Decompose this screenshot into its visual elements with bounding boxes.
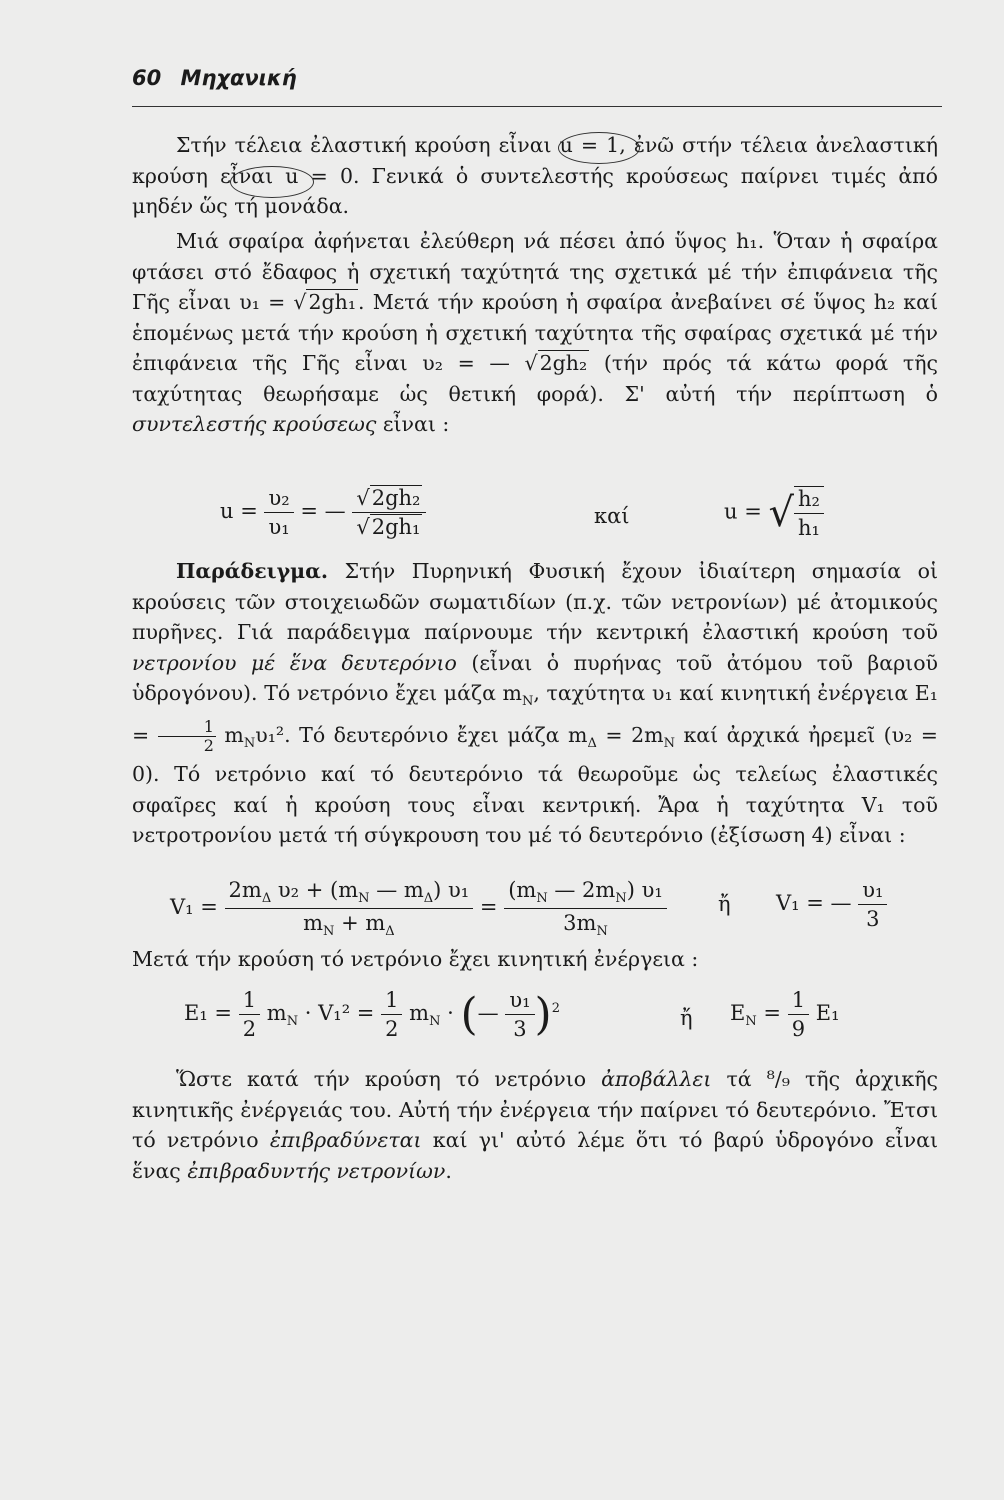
paragraph-example: Παράδειγμα. Στήν Πυρηνική Φυσική ἔχουν ἰδιαίτερη σημασία οἱ κρούσεις τῶν στοιχειωδῶν σωματιδίων (π.χ. τῶν νετρονίων) μέ ἀτομικούς πυρῆνες. Γιά παράδειγμα παίρνουμε τήν κεντρική ἐλαστική κρούση τοῦ νετρονίου μέ ἕνα δευτερόνιο (εἶναι ὁ πυρήνας τοῦ ἀτόμου τοῦ βαριοῦ ὑδρογόνου). Τό νετρόνιο ἔχει μάζα $m_N$, ταχύτητα υ₁ καί κινητική ἐνέργεια E₁ = $\frac{1}{2}$ $m_N\upsilon_1^2$. Τό δευτερόνιο ἔχει μάζα $m_\Delta = 2m_N$ καί ἀρχικά ἠρεμεῖ (υ₂ = 0). Τό νετρόνιο καί τό δευτερόνιο τά θεωροῦμε ὡς τελείως ἐλαστικές σφαῖρες καί ἡ κρούση τους εἶναι κεντρική. Ἄρα ἡ ταχύτητα V₁ τοῦ νετροτρονίου μετά τή σύγκρουση του μέ τό δευτερόνιο (ἐξίσωση 4) εἶναι : (132, 559, 938, 848)
paragraph-elastic: Στήν τέλεια ἐλαστική κρούση εἶναι u = 1, ἐνῶ στήν τέλεια ἀνελαστική κρούση εἶναι u = 0. Γενικά ὁ συντελεστής κρούσεως παίρνει τιμές ἀπό μηδέν ὥς τή μονάδα. (132, 133, 938, 218)
equation-coefficient: u = $\frac{\text{υ₂}}{\text{υ₁}}$ = — $\frac{\text{√2gh₂}}{\text{√2gh₁}}$ καί u = √ $\frac{\text{h₂}}{\text{h₁}}$ (132, 470, 942, 550)
page-number: 60 (132, 66, 162, 90)
header-rule (132, 106, 942, 107)
page-header (132, 66, 942, 90)
paragraph-kinetic-energy: Μετά τήν κρούση τό νετρόνιο ἔχει κινητική ἐνέργεια : (132, 947, 699, 971)
section-title: Μηχανική (180, 66, 297, 90)
paragraph-conclusion: Ὥστε κατά τήν κρούση τό νετρόνιο ἀποβάλλει τά ⁸/₉ τῆς ἀρχικῆς κινητικῆς ἐνέργειάς του. Αὐτή τήν ἐνέργεια τήν παίρνει τό δευτερόνιο. Ἔτσι τό νετρόνιο ἐπιβραδύνεται καί γι' αὐτό λέμε ὅτι τό βαρύ ὑδρογόνο εἶναι ἕνας ἐπιβραδυντής νετρονίων. (132, 1067, 938, 1183)
equation-energy: E₁ = $\frac{1}{2}$ $m_N \cdot V_1^2$ = $\frac{1}{2}$ $m_N$ · (— $\frac{\text{υ₁}}{3}$ )$^2$ ἤ $E_N$ = $\frac{1}{9}$ E₁ (184, 988, 840, 1041)
paragraph-falling-sphere: Μιά σφαίρα ἀφήνεται ἐλεύθερη νά πέσει ἀπό ὕψος h₁. Ὅταν ἡ σφαίρα φτάσει στό ἔδαφος ἡ σχετική ταχύτητά της σχετικά μέ τήν ἐπιφάνεια τῆς Γῆς εἶναι υ₁ = √2gh₁. Μετά τήν κρούση ἡ σφαίρα ἀνεβαίνει σέ ὕψος h₂ καί ἑπομένως μετά τήν κρούση ἡ σχετική ταχύτητα τῆς σφαίρας σχετικά μέ τήν ἐπιφάνεια τῆς Γῆς εἶναι υ₂ = — √2gh₂ (τήν πρός τά κάτω φορά τῆς ταχύτητας θεωρήσαμε ὡς θετική φορά). Σ' αὐτή τήν περίπτωση ὁ συντελεστής κρούσεως εἶναι : (132, 229, 938, 436)
equation-velocity: V₁ = $\frac{2m_\Delta \upsilon_2 + (m_N — m_\Delta) \upsilon_1}{m_N + m_\Delta}$ = $\frac{(m_N — 2m_N) \upsilon_1}{3m_N}$ ἤ V₁ = — $\frac{\text{υ₁}}{3}$ (132, 868, 942, 948)
